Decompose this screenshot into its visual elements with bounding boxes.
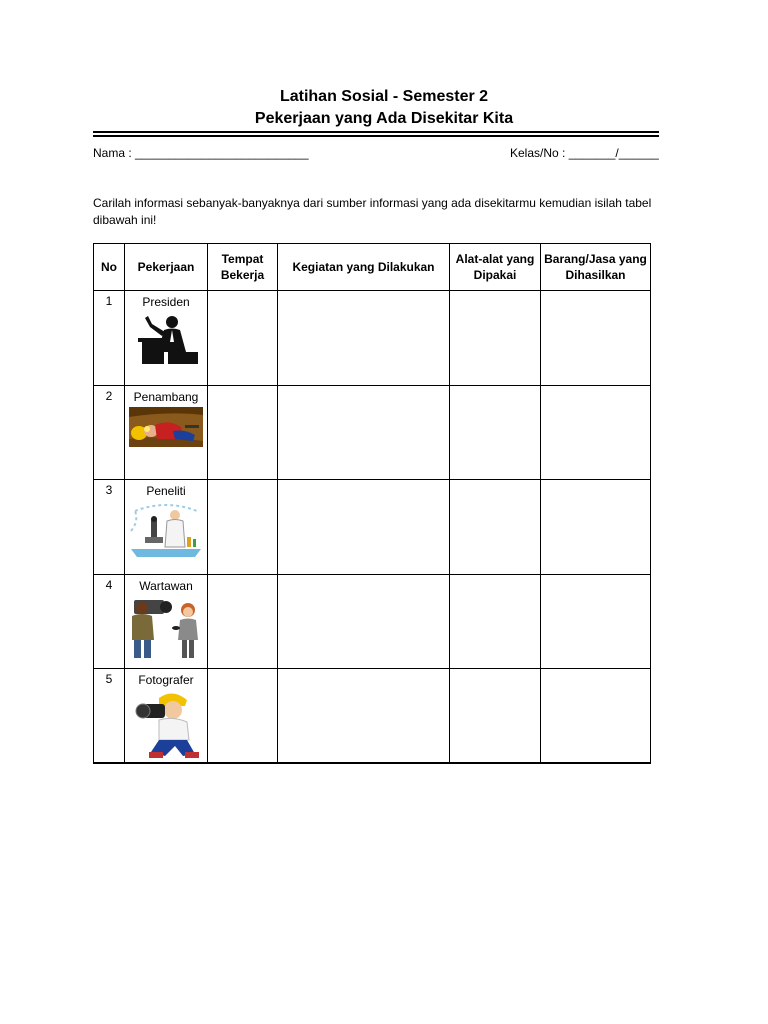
kegiatan-cell[interactable] xyxy=(278,574,450,669)
header-pekerjaan: Pekerjaan xyxy=(125,244,208,291)
barang-jasa-cell[interactable] xyxy=(541,669,651,764)
job-cell xyxy=(125,385,208,480)
barang-jasa-cell[interactable] xyxy=(541,574,651,669)
table-row xyxy=(94,574,651,669)
table-row xyxy=(94,385,651,480)
header-no: No xyxy=(94,244,125,291)
row-number: 3 xyxy=(94,480,125,575)
job-label: Penambang xyxy=(133,389,199,404)
job-label: Peneliti xyxy=(146,484,186,498)
header-tempat: Tempat Bekerja xyxy=(208,244,278,291)
job-table xyxy=(93,243,651,764)
president-speech-icon xyxy=(128,312,204,366)
separator-line xyxy=(93,131,659,137)
kegiatan-cell[interactable] xyxy=(278,480,450,575)
kegiatan-cell[interactable] xyxy=(278,669,450,764)
job-cell xyxy=(125,291,208,386)
job-cell xyxy=(125,574,208,669)
table-row xyxy=(94,480,651,575)
row-number: 2 xyxy=(94,385,125,480)
alat-cell[interactable] xyxy=(450,385,541,480)
journalist-camera-icon xyxy=(126,596,206,662)
tempat-bekerja-cell[interactable] xyxy=(208,385,278,480)
barang-jasa-cell[interactable] xyxy=(541,291,651,386)
alat-cell[interactable] xyxy=(450,291,541,386)
alat-cell[interactable] xyxy=(450,480,541,575)
alat-cell[interactable] xyxy=(450,669,541,764)
job-label: Wartawan xyxy=(139,578,193,593)
barang-jasa-cell[interactable] xyxy=(541,385,651,480)
row-number: 5 xyxy=(94,669,125,764)
barang-jasa-cell[interactable] xyxy=(541,480,651,575)
page-title: Latihan Sosial - Semester 2 xyxy=(279,88,489,105)
researcher-microscope-icon xyxy=(129,501,203,557)
job-label: Fotografer xyxy=(138,673,194,687)
header-alat: Alat-alat yang Dipakai xyxy=(450,244,541,291)
name-field[interactable]: Nama : __________________________ xyxy=(93,146,309,160)
tempat-bekerja-cell[interactable] xyxy=(208,291,278,386)
row-number: 4 xyxy=(94,574,125,669)
job-cell xyxy=(125,480,208,575)
tempat-bekerja-cell[interactable] xyxy=(208,574,278,669)
kegiatan-cell[interactable] xyxy=(278,291,450,386)
row-number: 1 xyxy=(94,291,125,386)
table-header-row xyxy=(94,244,651,291)
job-cell xyxy=(125,669,208,764)
table-row xyxy=(94,291,651,386)
instruction-text: Carilah informasi sebanyak-banyaknya dari sumber informasi yang ada disekitarmu kemudian isilah tabel dibawah ini! xyxy=(93,196,652,227)
tempat-bekerja-cell[interactable] xyxy=(208,669,278,764)
page-subtitle: Pekerjaan yang Ada Disekitar Kita xyxy=(254,110,514,127)
class-number-field[interactable]: Kelas/No : _______/______ xyxy=(510,146,659,160)
photographer-icon xyxy=(129,690,203,760)
job-label: Presiden xyxy=(142,295,190,309)
header-kegiatan: Kegiatan yang Dilakukan xyxy=(278,244,450,291)
alat-cell[interactable] xyxy=(450,574,541,669)
miner-icon xyxy=(129,407,203,447)
table-row xyxy=(94,669,651,764)
tempat-bekerja-cell[interactable] xyxy=(208,480,278,575)
kegiatan-cell[interactable] xyxy=(278,385,450,480)
header-barang: Barang/Jasa yang Dihasilkan xyxy=(541,244,651,291)
